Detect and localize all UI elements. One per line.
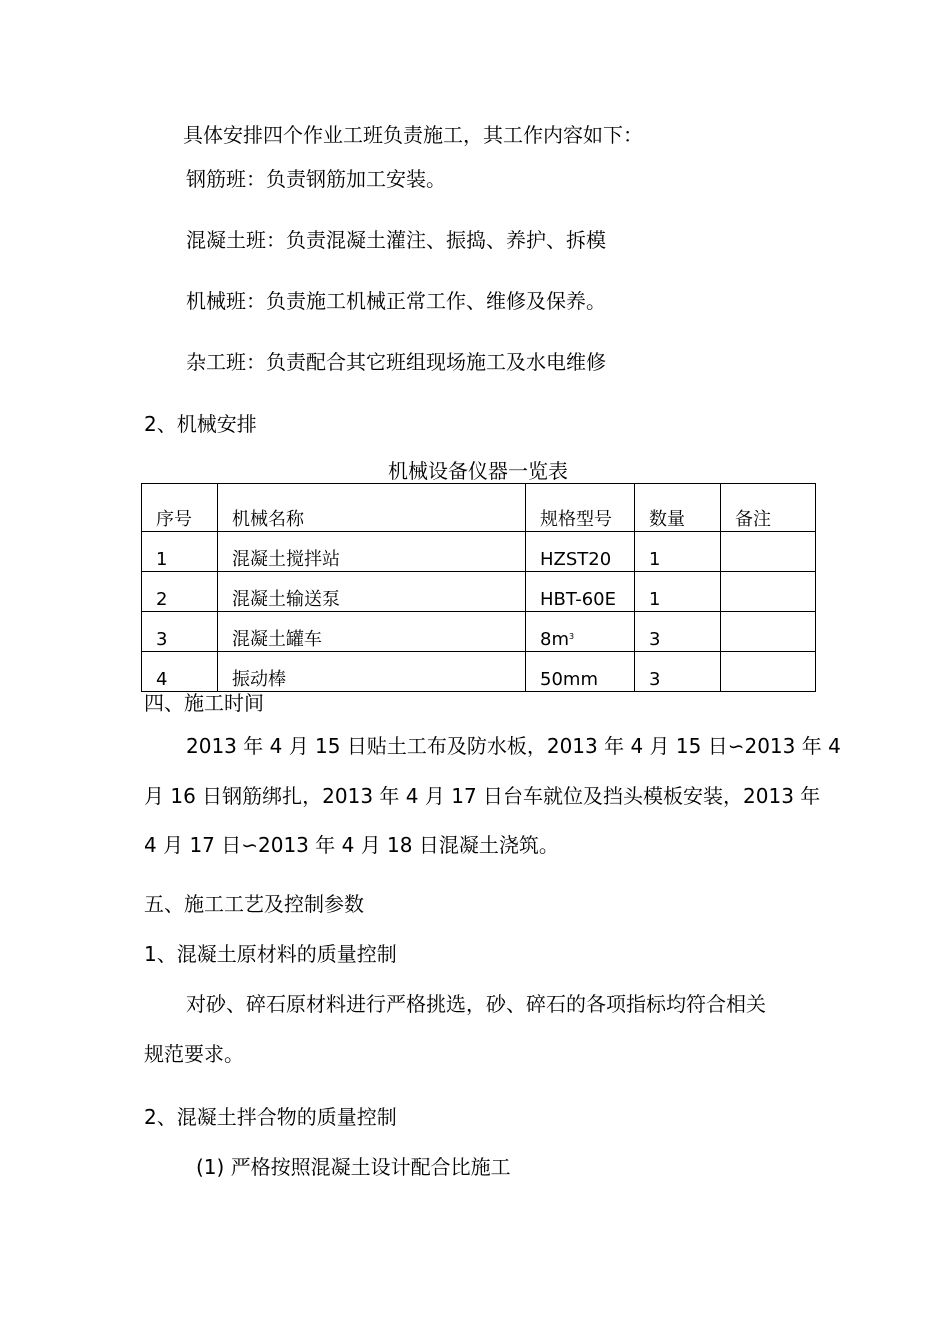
section5-heading: 五、施工工艺及控制参数 [144, 892, 364, 916]
table-header-row [142, 484, 816, 532]
cell-no: 3 [142, 612, 218, 652]
cell-no: 1 [142, 532, 218, 572]
cell-name: 混凝土罐车 [218, 612, 526, 652]
cell-no: 4 [142, 652, 218, 692]
schedule-line-3: 4 月 17 日∽2013 年 4 月 18 日混凝土浇筑。 [144, 833, 559, 857]
cell-name: 混凝土搅拌站 [218, 532, 526, 572]
table-row [142, 652, 816, 692]
cell-note [721, 532, 816, 572]
cell-note [721, 572, 816, 612]
cell-qty: 1 [635, 532, 721, 572]
cell-qty: 3 [635, 612, 721, 652]
cell-spec: HZST20 [526, 532, 635, 572]
table-row [142, 532, 816, 572]
cell-note [721, 612, 816, 652]
cell-spec [526, 612, 635, 652]
table-row [142, 612, 816, 652]
section4-heading: 四、施工时间 [144, 691, 264, 715]
subsection1-line-1: 对砂、碎石原材料进行严格挑选，砂、碎石的各项指标均符合相关 [186, 992, 766, 1016]
cell-qty: 1 [635, 572, 721, 612]
cell-spec: HBT-60E [526, 572, 635, 612]
schedule-line-1: 2013 年 4 月 15 日贴土工布及防水板，2013 年 4 月 15 日∽2013 年 4 [186, 734, 841, 758]
header-cell-spec: 规格型号 [526, 484, 635, 532]
cell-name: 混凝土输送泵 [218, 572, 526, 612]
header-cell-qty: 数量 [635, 484, 721, 532]
cell-spec: 50mm [526, 652, 635, 692]
machinery-heading: 2、机械安排 [144, 412, 257, 436]
team-machinery-line: 机械班：负责施工机械正常工作、维修及保养。 [186, 289, 606, 313]
schedule-line-2: 月 16 日钢筋绑扎，2013 年 4 月 17 日台车就位及挡头模板安装，2013 年 [144, 784, 821, 808]
header-cell-no: 序号 [142, 484, 218, 532]
cell-qty: 3 [635, 652, 721, 692]
cell-name: 振动棒 [218, 652, 526, 692]
cell-no: 2 [142, 572, 218, 612]
subsection2-heading: 2、混凝土拌合物的质量控制 [144, 1105, 397, 1129]
subsection2-item-1: (1) 严格按照混凝土设计配合比施工 [196, 1155, 511, 1179]
table-row [142, 572, 816, 612]
subsection1-heading: 1、混凝土原材料的质量控制 [144, 942, 397, 966]
spec-value: 8m [540, 629, 569, 650]
team-concrete-line: 混凝土班：负责混凝土灌注、振捣、养护、拆模 [186, 228, 606, 252]
equipment-table [141, 483, 816, 692]
header-cell-note: 备注 [721, 484, 816, 532]
header-cell-name: 机械名称 [218, 484, 526, 532]
equipment-table-caption: 机械设备仪器一览表 [388, 459, 568, 483]
team-misc-line: 杂工班：负责配合其它班组现场施工及水电维修 [186, 350, 606, 374]
cell-note [721, 652, 816, 692]
subsection1-line-2: 规范要求。 [144, 1042, 244, 1066]
team-rebar-line: 钢筋班：负责钢筋加工安装。 [186, 167, 446, 191]
spec-superscript: 3 [569, 632, 575, 641]
intro-paragraph: 具体安排四个作业工班负责施工，其工作内容如下： [183, 123, 643, 147]
